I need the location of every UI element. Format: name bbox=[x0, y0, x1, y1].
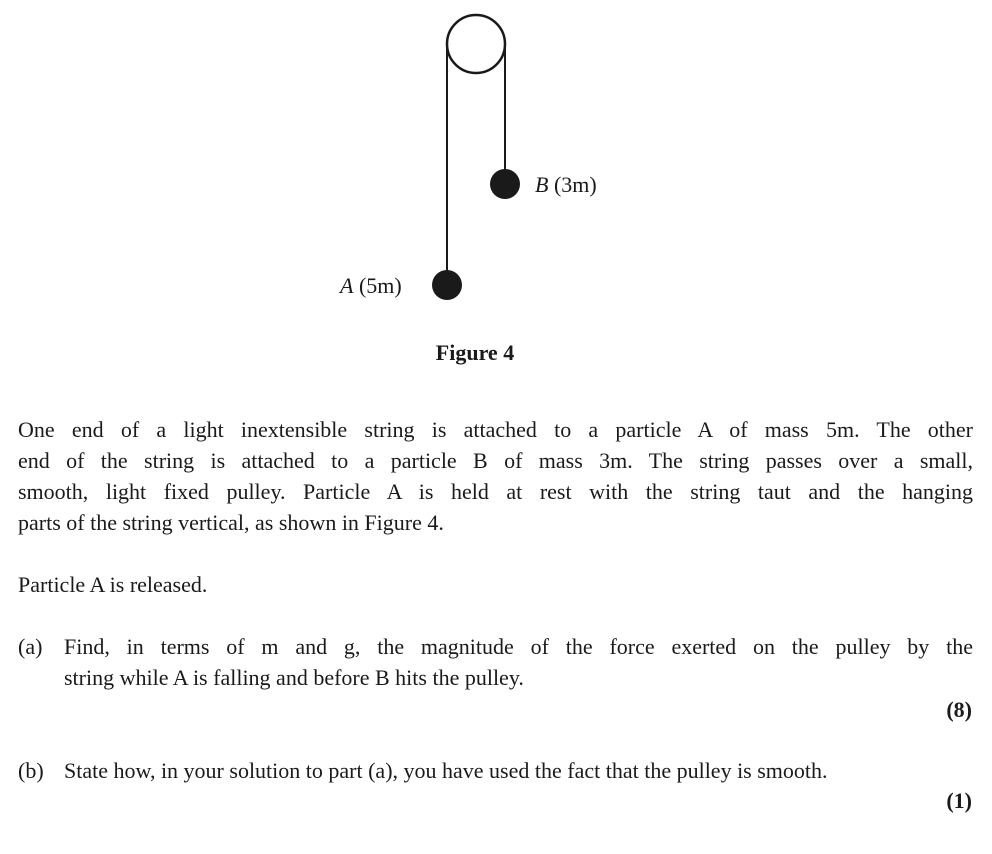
part-a-letter: (a) bbox=[18, 634, 43, 659]
pulley bbox=[447, 15, 505, 73]
part-a-text bbox=[64, 631, 973, 693]
released-text: Particle A is released. bbox=[18, 572, 208, 597]
particle-a bbox=[432, 270, 462, 300]
part-b-line: State how, in your solution to part (a), you have used the fact that the pulley is smooth. bbox=[64, 758, 828, 783]
part-b-letter: (b) bbox=[18, 758, 44, 783]
intro-line: end of the string is attached to a particle B of mass 3m. The string passes over a small, bbox=[18, 448, 973, 473]
intro-line: parts of the string vertical, as shown in Figure 4. bbox=[18, 510, 444, 535]
figure-caption: Figure 4 bbox=[435, 340, 515, 365]
intro-line: smooth, light fixed pulley. Particle A is held at rest with the string taut and the hanging bbox=[18, 479, 973, 504]
particle-b bbox=[490, 169, 520, 199]
part-a-line: Find, in terms of m and g, the magnitude of the force exerted on the pulley by the bbox=[64, 634, 973, 659]
part-a-marks: (8) bbox=[946, 697, 972, 722]
intro-line: One end of a light inextensible string is attached to a particle A of mass 5m. The other bbox=[18, 417, 973, 442]
particle-a-label: A (5m) bbox=[340, 273, 402, 298]
part-b-text bbox=[64, 755, 973, 786]
part-a-line: string while A is falling and before B hits the pulley. bbox=[64, 665, 524, 690]
part-b-marks: (1) bbox=[946, 788, 972, 813]
intro-paragraph bbox=[18, 414, 973, 538]
particle-b-label: B (3m) bbox=[535, 172, 597, 197]
pulley-diagram bbox=[0, 0, 992, 340]
